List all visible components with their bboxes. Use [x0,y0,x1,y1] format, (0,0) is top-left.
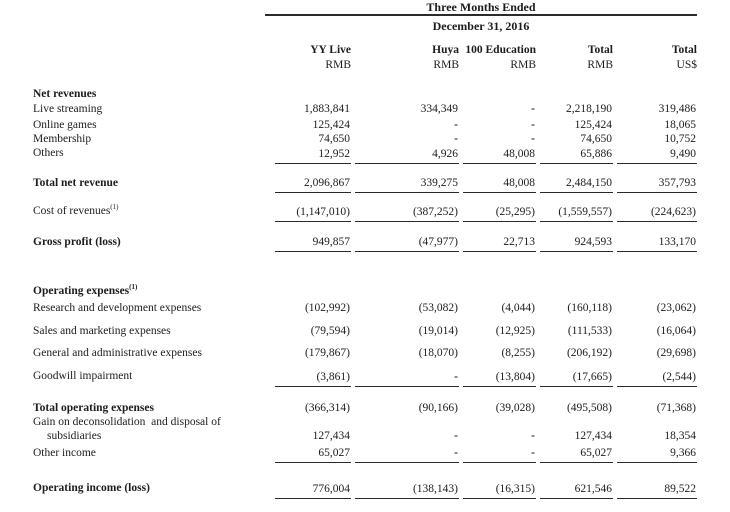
row-label: Other income [33,446,96,459]
cell-value: 48,008 [463,176,536,193]
footnote-ref: (1) [110,203,119,212]
cell-value: 48,008 [463,147,536,164]
cell-value: (1,559,557) [540,205,613,222]
column-unit: RMB [587,59,613,71]
table-row [0,146,730,164]
cell-value: 10,752 [664,133,696,145]
cell-value: (53,082) [418,302,458,314]
period-date: December 31, 2016 [432,19,530,33]
column-headers [0,44,697,71]
row-label: Online games [33,119,97,131]
cell-value: (8,255) [501,347,535,359]
row-label: Others [33,147,64,159]
cell-value: (179,867) [304,347,350,359]
cell-value: 65,886 [540,147,613,164]
cell-value: (71,368) [656,401,696,414]
cell-value: (90,166) [418,401,458,414]
row-label: Total net revenue [33,176,118,189]
cell-value: (160,118) [567,302,612,314]
cell-value: 9,366 [617,446,697,463]
row-label: Research and development expenses [33,302,202,314]
row-label: Sales and marketing expenses [33,325,171,337]
table-body [0,86,730,499]
cell-value: (12,925) [495,325,535,337]
cell-value: (16,315) [463,482,536,499]
table-row [0,415,730,443]
cell-value: - [355,446,459,463]
column-name: 100 Education [465,44,536,56]
cell-value: 2,096,867 [275,176,351,193]
cell-value: 18,065 [664,119,696,131]
cell-value: (18,070) [418,347,458,359]
cell-value: (23,062) [656,302,696,314]
table-row [0,132,730,146]
table-row [0,481,730,499]
row-label-spacer [0,44,275,71]
cell-value: (102,992) [304,302,350,314]
cell-value: 949,857 [275,235,351,252]
cell-value: 65,027 [275,446,351,463]
cell-value: 334,349 [420,103,458,115]
column-unit: RMB [433,59,459,71]
footnote-ref: (1) [129,283,138,292]
cell-value: - [531,429,535,442]
table-row [0,301,730,315]
row-label: Gross profit (loss) [33,235,121,248]
cell-value: (13,804) [463,370,536,387]
row-label: General and administrative expenses [33,347,202,359]
cell-value: (138,143) [355,482,459,499]
cell-value: (25,295) [463,205,536,222]
cell-value: (39,028) [495,401,535,414]
cell-value: 74,650 [580,133,612,145]
row-label: Membership [33,133,92,145]
cell-value: 18,354 [664,429,696,442]
column-unit: RMB [325,59,351,71]
cell-value: - [531,133,535,145]
column-name: Huya [432,44,459,56]
cell-value: 924,593 [540,235,613,252]
column-name: YY Live [310,44,351,56]
row-label: Live streaming [33,103,103,115]
table-row [0,176,730,194]
cell-value: - [454,429,458,442]
column-header-total-usd [617,44,697,71]
period-header [265,1,697,32]
cell-value: (79,594) [310,325,350,337]
cell-value: (17,665) [540,370,613,387]
cell-value: (1,147,010) [275,205,351,222]
cell-value: 127,434 [574,429,612,442]
cell-value: (16,064) [656,325,696,337]
cell-value: (19,014) [418,325,458,337]
cell-value: (495,508) [566,401,612,414]
row-label: Gain on deconsolidation and disposal of subsidiaries [0,415,275,443]
table-row [0,446,730,464]
cell-value: - [463,446,536,463]
table-row [0,118,730,132]
table-row [0,204,730,222]
column-header-huya [355,44,459,71]
cell-value: 74,650 [318,133,350,145]
table-row [0,102,730,116]
table-row [0,346,730,360]
cell-value: 22,713 [463,235,536,252]
cell-value: (387,252) [355,205,459,222]
cell-value: (366,314) [304,401,350,414]
table-row [0,87,730,101]
cell-value: 89,522 [617,482,697,499]
cell-value: 9,490 [617,147,697,164]
row-label: Operating expenses$^{(1)}$ [33,283,138,297]
cell-value: - [454,133,458,145]
cell-value: 1,883,841 [304,103,350,115]
cell-value: 357,793 [617,176,697,193]
column-unit: US$ [676,59,697,71]
cell-value: 12,952 [275,147,351,164]
column-header-100-education [463,44,536,71]
cell-value: 339,275 [355,176,459,193]
cell-value: - [454,119,458,131]
cell-value: (2,544) [617,370,697,387]
cell-value: 125,424 [574,119,612,131]
cell-value: (47,977) [355,235,459,252]
period-title: Three Months Ended [265,1,697,16]
cell-value: (3,861) [275,370,351,387]
cell-value: 65,027 [540,446,613,463]
table-row [0,324,730,338]
cell-value: - [531,119,535,131]
table-row [0,369,730,387]
cell-value: (224,623) [617,205,697,222]
table-row [0,235,730,253]
column-header-yy-live [275,44,351,71]
row-label: Net revenues [33,88,97,100]
cell-value: 133,170 [617,235,697,252]
row-label: Goodwill impairment [33,370,133,382]
cell-value: (111,533) [567,325,612,337]
column-unit: RMB [510,59,536,71]
column-name: Total [587,44,613,56]
cell-value: 127,434 [312,429,350,442]
cell-value: (4,044) [501,302,535,314]
cell-value: 621,546 [540,482,613,499]
cell-value: (29,698) [656,347,696,359]
cell-value: - [355,370,459,387]
row-label: Cost of revenues$^{(1)}$ [33,203,119,217]
cell-value: - [531,103,535,115]
column-header-total-rmb [540,44,613,71]
cell-value: 319,486 [658,103,696,115]
cell-value: (206,192) [566,347,612,359]
row-label-line2: subsidiaries [47,429,102,442]
row-label: Total operating expenses [33,401,154,414]
table-row [0,401,730,415]
cell-value: 4,926 [355,147,459,164]
column-name: Total [671,44,697,56]
table-row [0,284,730,298]
cell-value: 125,424 [312,119,350,131]
cell-value: 2,218,190 [566,103,612,115]
cell-value: 2,484,150 [540,176,613,193]
cell-value: 776,004 [275,482,351,499]
row-label: Operating income (loss) [33,482,150,494]
